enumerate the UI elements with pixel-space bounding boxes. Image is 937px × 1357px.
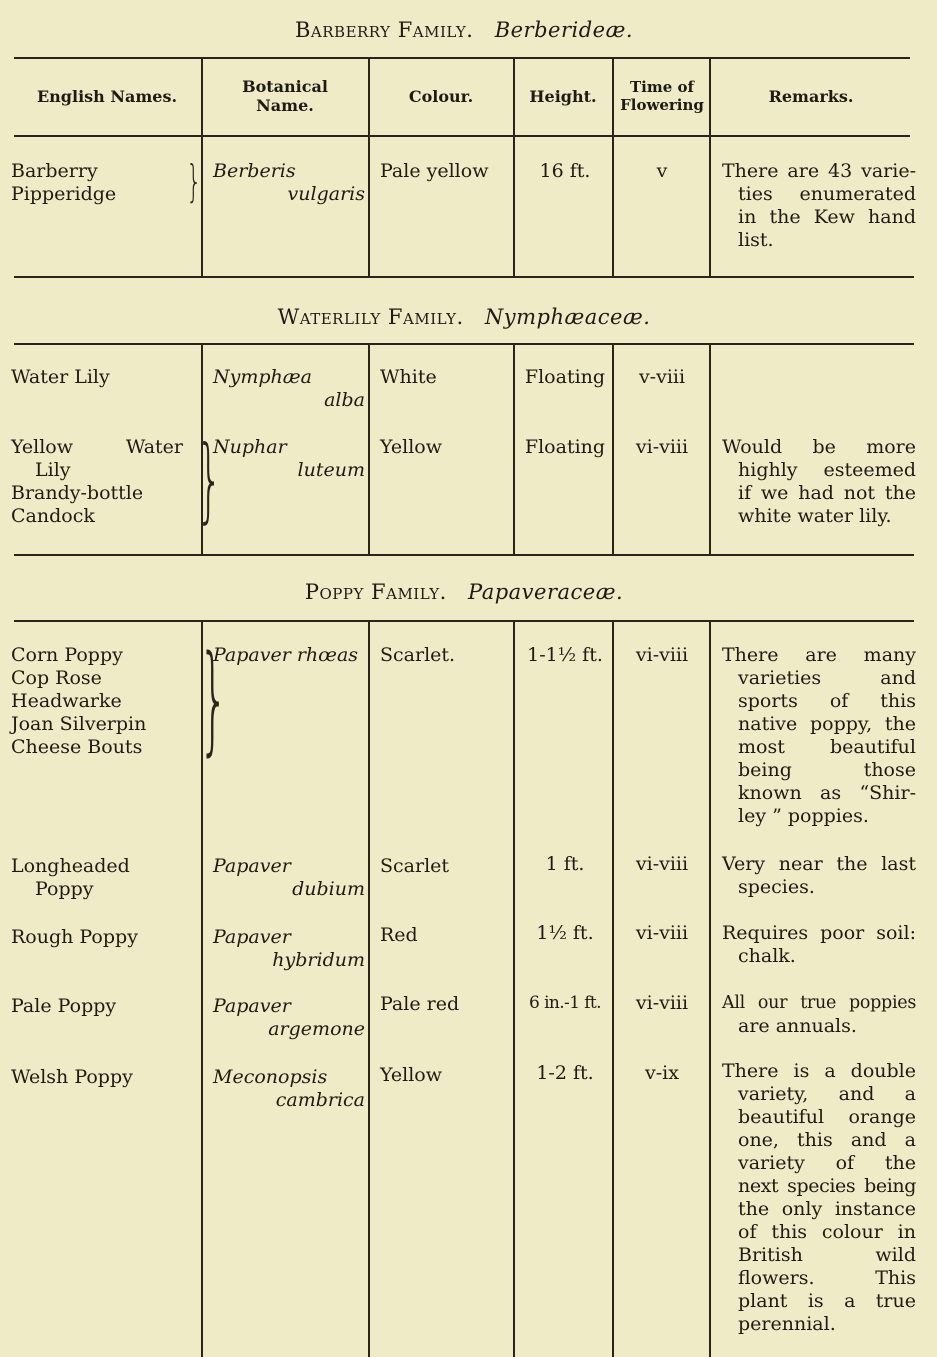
family-heading-waterlily — [14, 305, 914, 329]
remark-line: There are 43 varie- — [722, 160, 916, 182]
remark-line: There is a double — [722, 1060, 916, 1082]
remark-line: plant is a true — [738, 1290, 916, 1312]
botanical-species: dubium — [292, 878, 365, 900]
english-names-cell — [11, 436, 191, 528]
remark-line: beautiful orange — [738, 1106, 916, 1128]
colour-cell: Yellow — [380, 1064, 442, 1086]
remark-line: sports of this — [738, 690, 916, 712]
english-name: Candock — [11, 505, 95, 527]
colour-cell: Pale yellow — [380, 160, 489, 182]
remark-line: one, this and a — [738, 1129, 916, 1151]
remark-line: if we had not the — [738, 482, 916, 504]
remark-line: flowers. This — [738, 1267, 916, 1289]
column-rule — [513, 58, 515, 276]
botanical-name-cell — [213, 366, 365, 412]
column-rule — [513, 621, 515, 1357]
height-cell: 1½ ft. — [536, 922, 594, 944]
height-cell: Floating — [524, 436, 606, 458]
botanical-genus: Nuphar — [213, 436, 287, 458]
botanical-genus: Meconopsis — [213, 1066, 328, 1088]
remarks-cell — [722, 436, 916, 528]
column-rule — [513, 344, 515, 554]
header-colour — [371, 87, 511, 106]
column-rule — [612, 621, 614, 1357]
brace-icon: } — [198, 629, 229, 767]
brace-icon: } — [196, 426, 223, 533]
remark-line: in the Kew hand — [738, 206, 916, 228]
height-cell: 1-2 ft. — [536, 1062, 594, 1084]
botanical-name-cell — [213, 1066, 365, 1112]
height-cell: 6 in.-1 ft. — [529, 993, 601, 1013]
family-heading-barberry — [14, 18, 914, 42]
colour-cell: Pale red — [380, 993, 460, 1015]
remark-line: species. — [738, 876, 815, 898]
family-heading-poppy — [14, 580, 914, 604]
rule — [14, 135, 910, 137]
height-cell: Floating — [524, 366, 606, 388]
botanical-name-cell — [213, 436, 365, 482]
english-name: Poppy — [35, 878, 94, 900]
botanical-name-cell — [213, 644, 365, 667]
botanical-species: argemone — [268, 1018, 365, 1040]
remark-line: British wild — [738, 1244, 916, 1266]
remark-line: All our true poppies — [722, 993, 916, 1013]
remark-line: ley ” poppies. — [738, 805, 869, 827]
rule — [14, 276, 914, 278]
remark-line: chalk. — [738, 945, 796, 967]
english-name: Longheaded — [11, 855, 130, 877]
remark-line: Requires poor soil: — [722, 922, 916, 944]
flowering-cell: v — [656, 160, 668, 182]
botanical-species: vulgaris — [287, 183, 365, 205]
english-name: Pale Poppy — [11, 995, 117, 1017]
remark-line: white water lily. — [738, 505, 892, 527]
height-cell: 16 ft. — [539, 160, 591, 182]
english-name: Welsh Poppy — [11, 1066, 133, 1088]
botanical-genus: Papaver — [213, 855, 291, 877]
colour-cell: Red — [380, 924, 418, 946]
colour-cell: White — [380, 366, 437, 388]
remark-line: There are many — [722, 644, 916, 666]
header-text: Remarks. — [768, 87, 854, 106]
english-names-cell — [11, 1066, 191, 1089]
english-names-cell — [11, 995, 191, 1018]
header-text: Colour. — [408, 87, 474, 106]
remark-line: ties enumerated — [738, 183, 916, 205]
remark-line: being those — [738, 759, 916, 781]
remark-line: variety of the — [738, 1152, 916, 1174]
english-name-part: Water — [125, 436, 183, 458]
height-cell: 1 ft. — [545, 853, 585, 875]
english-name: Pipperidge — [11, 183, 117, 205]
remark-line: native poppy, the — [738, 713, 916, 735]
header-text: Botanical — [242, 77, 328, 96]
family-latin: Nymphæaceæ. — [484, 305, 651, 329]
column-rule — [368, 621, 370, 1357]
remarks-cell — [722, 160, 916, 252]
remark-line: Would be more — [722, 436, 916, 458]
remark-line: most beautiful — [738, 736, 916, 758]
header-english-names — [14, 87, 200, 106]
rule — [14, 57, 910, 59]
remark-line: the only instance — [738, 1198, 916, 1220]
family-latin: Papaveraceæ. — [468, 580, 624, 604]
family-latin: Berberideæ. — [494, 18, 633, 42]
english-names-cell — [11, 855, 191, 901]
english-name: Headwarke — [11, 690, 122, 712]
column-rule — [368, 344, 370, 554]
remark-line: of this colour in — [738, 1221, 916, 1243]
english-name: Water Lily — [11, 366, 110, 388]
header-text: Height. — [529, 87, 597, 106]
header-time-of-flowering — [614, 78, 710, 114]
english-names-cell — [11, 926, 191, 949]
header-text: Name. — [256, 96, 314, 115]
english-name: Barberry — [11, 160, 98, 182]
column-rule — [709, 621, 711, 1357]
botanical-name-cell — [213, 926, 365, 972]
english-name: Joan Silverpin — [11, 713, 147, 735]
flowering-cell: v-ix — [645, 1062, 679, 1084]
botanical-name-cell — [213, 855, 365, 901]
botanical-species: hybridum — [272, 949, 365, 971]
flowering-cell: vi-viii — [635, 853, 689, 875]
column-rule — [709, 344, 711, 554]
english-name: Corn Poppy — [11, 644, 123, 666]
remark-line: varieties and — [738, 667, 916, 689]
remarks-cell — [722, 644, 916, 828]
remark-line: list. — [738, 229, 774, 251]
header-text: Time of — [630, 78, 694, 96]
remarks-cell — [722, 1060, 916, 1336]
botanical-genus: Nymphæa — [213, 366, 312, 388]
header-text: Flowering — [620, 96, 704, 114]
botanical-species: luteum — [297, 459, 365, 481]
botanical-genus: Papaver — [213, 926, 291, 948]
header-remarks — [712, 87, 910, 106]
flowering-cell: v-viii — [638, 366, 686, 388]
botanical-genus: Berberis — [213, 160, 296, 182]
family-name: Barberry Family. — [294, 18, 474, 42]
english-name: Cheese Bouts — [11, 736, 143, 758]
header-botanical-name — [204, 77, 366, 115]
flowering-cell: vi-viii — [635, 436, 689, 458]
column-rule — [368, 58, 370, 276]
english-names-cell — [11, 644, 191, 759]
remark-line: highly esteemed — [738, 459, 916, 481]
remark-line: Very near the last — [722, 853, 916, 875]
english-name: Rough Poppy — [11, 926, 138, 948]
remarks-cell — [722, 922, 916, 968]
rule — [14, 554, 914, 556]
rule — [14, 620, 914, 622]
botanical-species: cambrica — [275, 1089, 365, 1111]
remark-line: next species being — [738, 1175, 916, 1197]
botanical-species: alba — [324, 389, 365, 411]
english-names-cell — [11, 366, 191, 389]
remark-line: variety, and a — [738, 1083, 916, 1105]
family-name: Waterlily Family. — [277, 305, 464, 329]
remark-line: are annuals. — [738, 1015, 857, 1037]
height-cell: 1-1½ ft. — [527, 644, 603, 666]
flowering-cell: vi-viii — [635, 922, 689, 944]
remarks-cell — [722, 853, 916, 899]
colour-cell: Yellow — [380, 436, 442, 458]
family-name: Poppy Family. — [304, 580, 447, 604]
botanical-name-cell — [213, 995, 365, 1041]
english-name: Cop Rose — [11, 667, 102, 689]
english-name: Lily — [35, 459, 71, 481]
botanical-genus: Papaver — [213, 995, 291, 1017]
remark-line: perennial. — [738, 1313, 836, 1335]
remarks-cell — [722, 992, 916, 1038]
english-name: Brandy-bottle — [11, 482, 144, 504]
colour-cell: Scarlet — [380, 855, 450, 877]
botanical-name-cell — [213, 160, 365, 206]
brace-icon: } — [186, 156, 202, 207]
english-name-split — [11, 436, 183, 459]
header-text: English Names. — [36, 87, 178, 106]
botanical-name: Papaver rhœas — [213, 644, 359, 666]
english-names-cell — [11, 160, 191, 206]
flowering-cell: vi-viii — [635, 992, 689, 1014]
header-height — [516, 87, 610, 106]
flowering-cell: vi-viii — [635, 644, 689, 666]
colour-cell: Scarlet. — [380, 644, 456, 666]
remark-line: known as “Shir- — [738, 782, 916, 804]
english-name-part: Yellow — [11, 436, 73, 458]
rule — [14, 343, 914, 345]
